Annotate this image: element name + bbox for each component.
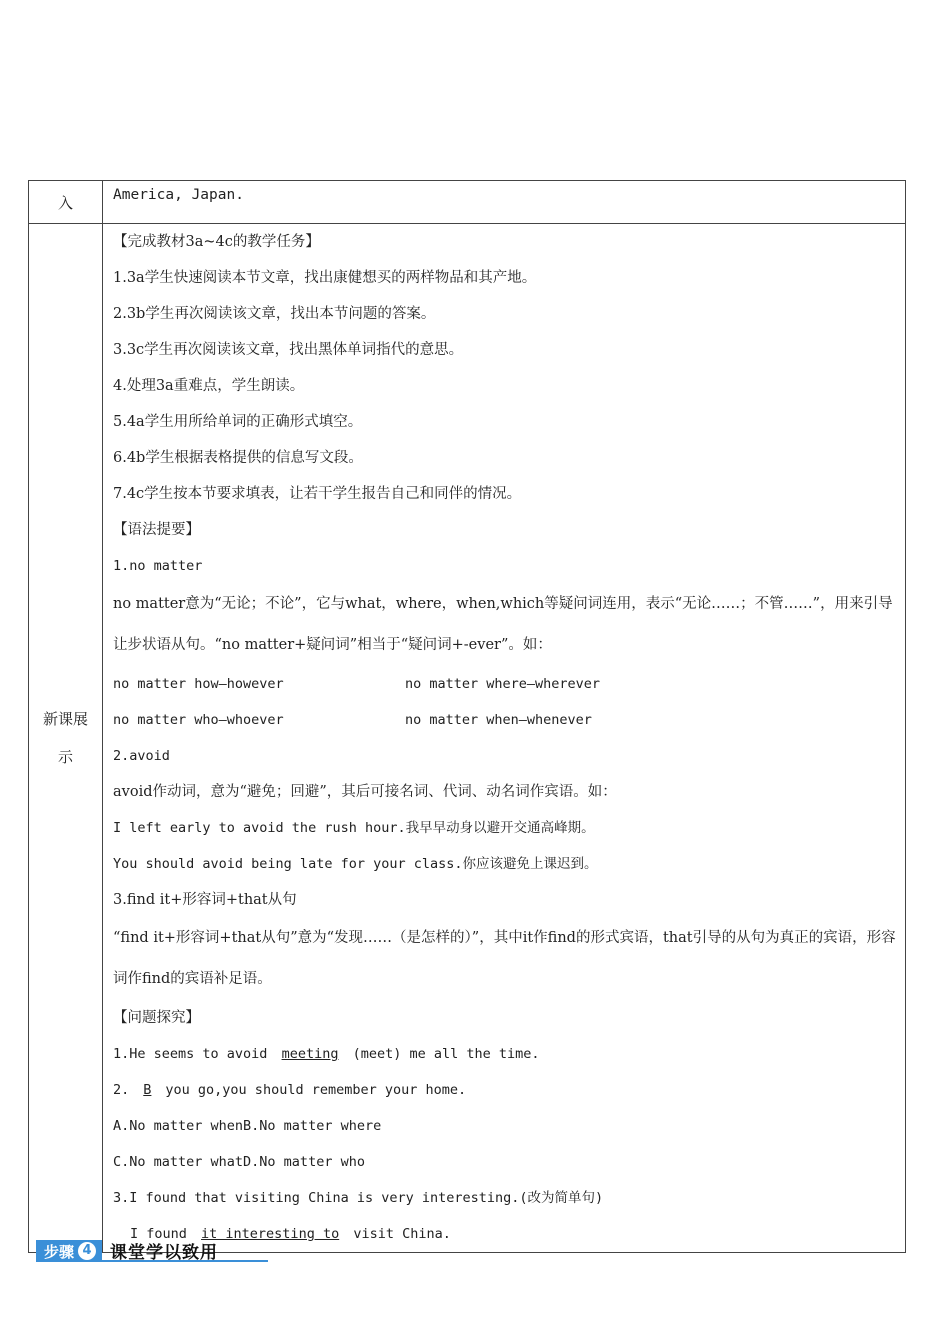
task-item: 7.4c学生按本节要求填表，让若干学生报告自己和同伴的情况。 [113,486,522,502]
answer-blank: meeting [281,1046,339,1062]
question-text: I found [130,1226,196,1242]
section-heading: 【完成教材3a~4c的教学任务】 [113,234,320,250]
task-item: 2.3b学生再次阅读该文章，找出本节问题的答案。 [113,306,436,322]
row-content: America, Japan. [103,181,906,224]
question-item: 3.I found that visiting China is very interesting.(改为简单句) [113,1190,604,1206]
grammar-title: 2.avoid [113,748,170,764]
step-badge [36,1240,102,1262]
example-sentence: You should avoid being late for your class.你应该避免上课迟到。 [113,856,598,872]
grammar-description: no matter意为“无论；不论”，它与what，where，when,which等疑问词连用，表示“无论……；不管……”，用来引导让步状语从句。“no matter+疑问词”相当于“疑问词+-ever”。如： [113,596,893,653]
grammar-description: “find it+形容词+that从句”意为“发现……（是怎样的）”，其中it作find的形式宾语，that引导的从句为真正的宾语，形容词作find的宾语补足语。 [113,930,896,987]
row-content [103,224,906,1253]
lesson-table [28,180,906,1253]
grammar-title: 3.find it+形容词+that从句 [113,892,297,908]
example-left: no matter how—however [113,676,284,692]
step-banner [36,1240,268,1262]
example-left: no matter who—whoever [113,712,284,728]
section-heading: 【语法提要】 [113,522,200,538]
step-label: 步骤 [44,1242,75,1261]
question-text: 2. [113,1082,130,1098]
task-item: 6.4b学生根据表格提供的信息写文段。 [113,450,363,466]
question-text: (meet) me all the time. [344,1046,540,1062]
task-item: 4.处理3a重难点，学生朗读。 [113,378,305,394]
grammar-title: 1.no matter [113,558,203,574]
example-pair [113,702,897,738]
table-row [29,181,906,224]
table-row [29,224,906,1253]
section-heading: 【问题探究】 [113,1010,200,1026]
question-text: you go,you should remember your home. [165,1082,467,1098]
row-label [29,224,103,1253]
option-line: A.No matter whenB.No matter where [113,1118,382,1134]
example-sentence: I left early to avoid the rush hour.我早早动身以避开交通高峰期。 [113,820,595,836]
question-item [113,1036,897,1072]
answer-blank: it interesting to [201,1226,340,1242]
task-item: 5.4a学生用所给单词的正确形式填空。 [113,414,363,430]
task-item: 3.3c学生再次阅读该文章，找出黑体单词指代的意思。 [113,342,464,358]
example-right: no matter where—wherever [405,676,601,692]
step-number: 4 [78,1242,96,1260]
option-line: C.No matter whatD.No matter who [113,1154,365,1170]
example-right: no matter when—whenever [405,712,592,728]
row-label-text: 新课展示 [42,710,88,766]
row-label: 入 [29,181,103,224]
step-title: 课堂学以致用 [102,1240,268,1262]
grammar-description: avoid作动词，意为“避免；回避”，其后可接名词、代词、动名词作宾语。如： [113,784,617,800]
question-text: 1.He seems to avoid [113,1046,276,1062]
question-text: visit China. [345,1226,451,1242]
answer-blank: B [143,1082,152,1098]
question-item [113,1072,897,1108]
example-pair [113,666,897,702]
task-item: 1.3a学生快速阅读本节文章，找出康健想买的两样物品和其产地。 [113,270,537,286]
